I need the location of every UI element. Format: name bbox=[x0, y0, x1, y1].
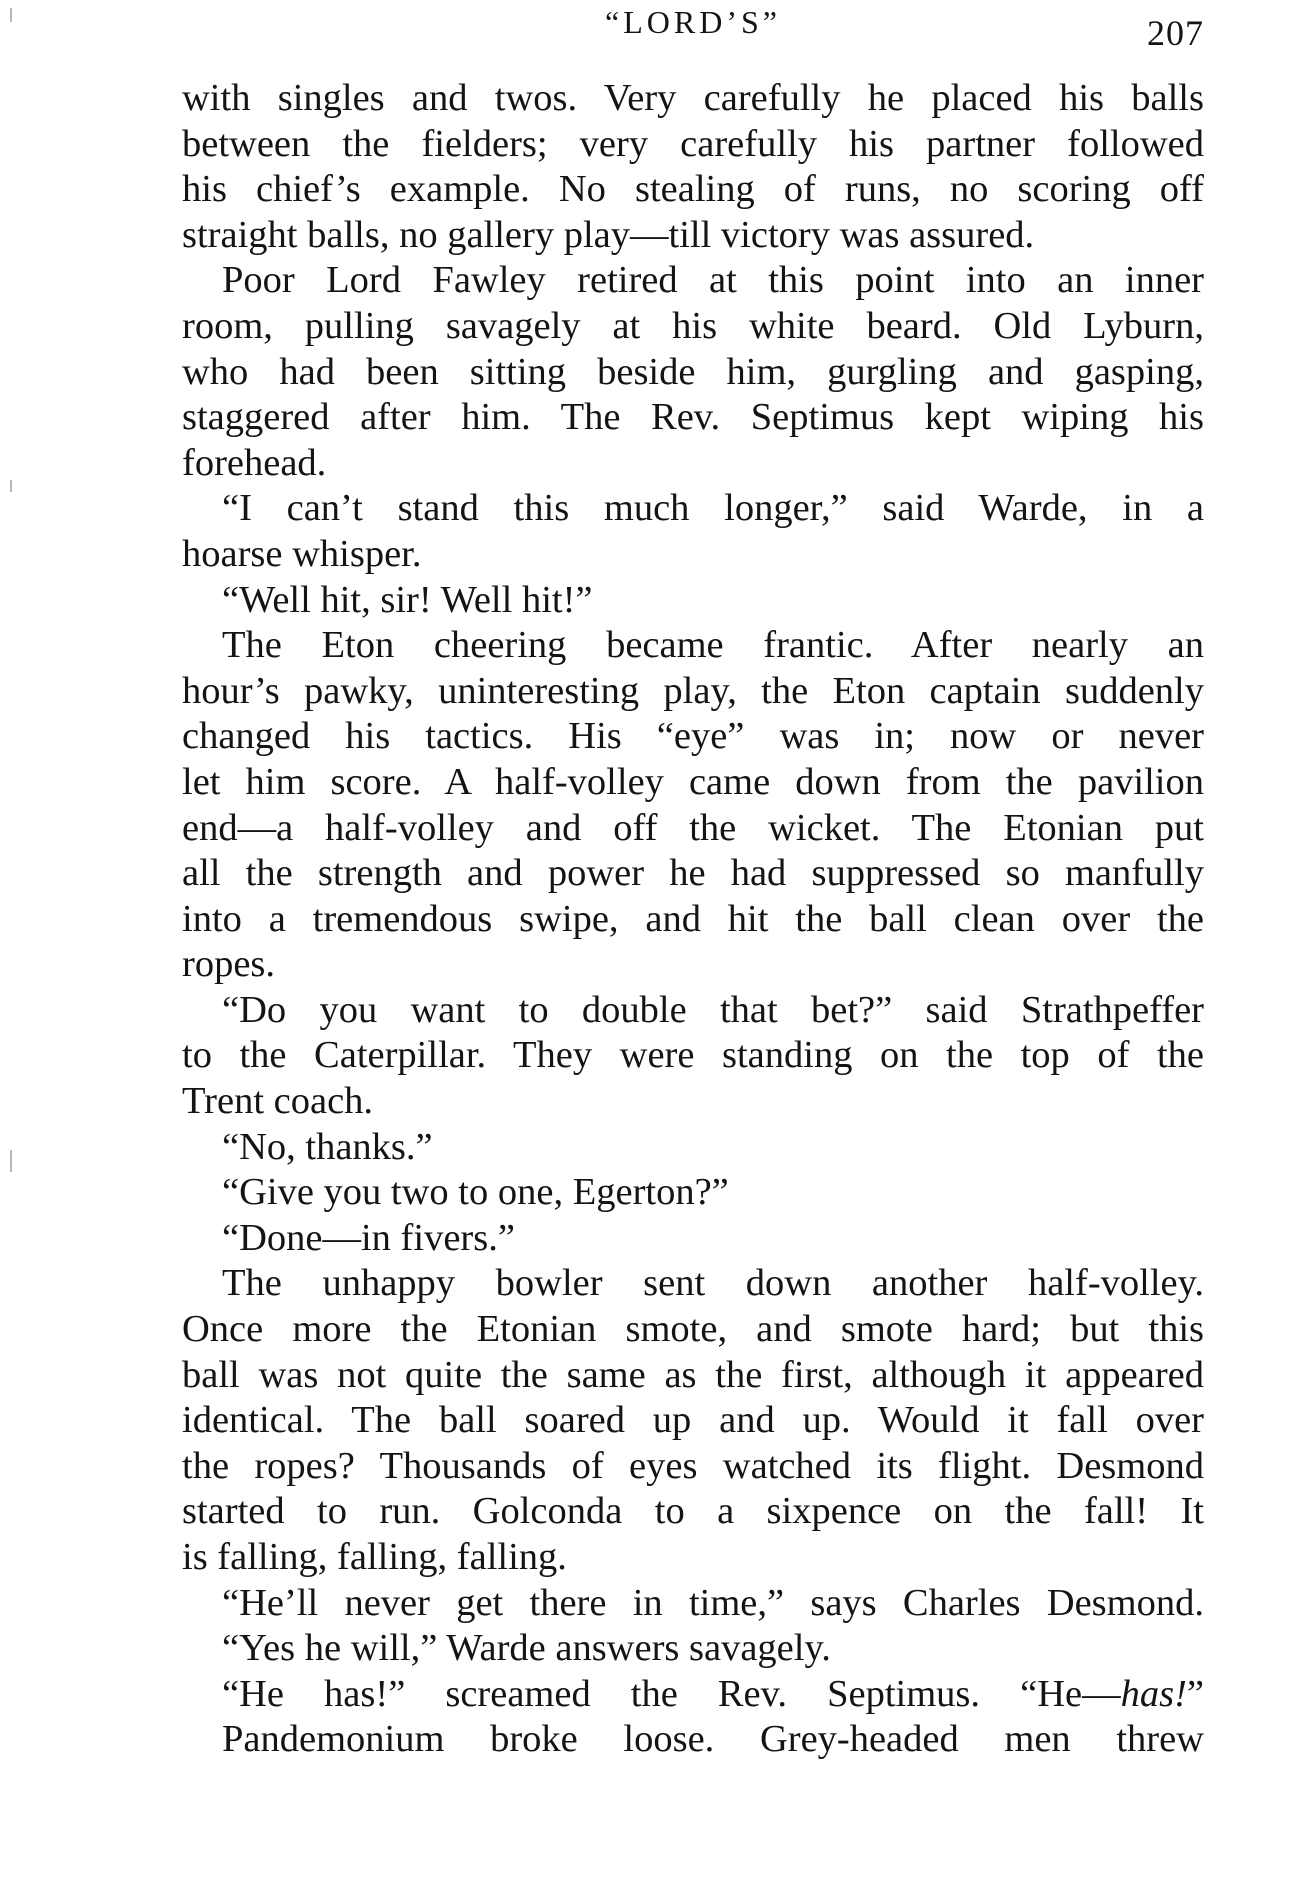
text-line: changed his tactics. His “eye” was in; now or never bbox=[182, 715, 1204, 758]
margin-scan-mark bbox=[10, 1150, 12, 1172]
text-line-part: “He has!” screamed the Rev. Septimus. “He— bbox=[222, 1672, 1121, 1715]
text-line: into a tremendous swipe, and hit the ball clean over the bbox=[182, 897, 1204, 940]
text-line: identical. The ball soared up and up. Would it fall over bbox=[182, 1399, 1204, 1442]
text-line: “Done—in fivers.” bbox=[222, 1216, 515, 1259]
text-line bbox=[182, 1672, 1204, 1718]
text-line: ball was not quite the same as the first, although it appeared bbox=[182, 1353, 1204, 1396]
text-line: Pandemonium broke loose. Grey-headed men threw bbox=[222, 1718, 1204, 1761]
text-line: “Yes he will,” Warde answers savagely. bbox=[222, 1627, 831, 1670]
text-line: his chief’s example. No stealing of runs, no scoring off bbox=[182, 168, 1204, 211]
text-line: Trent coach. bbox=[182, 1080, 374, 1123]
text-line: between the fielders; very carefully his partner followed bbox=[182, 122, 1204, 165]
text-line: Once more the Etonian smote, and smote hard; but this bbox=[182, 1308, 1204, 1351]
margin-scan-mark bbox=[10, 8, 12, 22]
text-line: “I can’t stand this much longer,” said Warde, in a bbox=[222, 487, 1204, 530]
text-line: started to run. Golconda to a sixpence on the fall! It bbox=[182, 1490, 1204, 1533]
text-line-part: ” bbox=[1186, 1672, 1204, 1715]
running-head bbox=[182, 2, 1204, 62]
text-line: who had been sitting beside him, gurgling and gasping, bbox=[182, 350, 1204, 393]
text-line: “He’ll never get there in time,” says Charles Desmond. bbox=[222, 1581, 1204, 1624]
text-line: staggered after him. The Rev. Septimus kept wiping his bbox=[182, 396, 1204, 439]
text-line: “Do you want to double that bet?” said Strathpeffer bbox=[222, 988, 1204, 1031]
text-line: “No, thanks.” bbox=[222, 1125, 433, 1168]
text-line: to the Caterpillar. They were standing on the top of the bbox=[182, 1034, 1204, 1077]
text-line: end—a half-volley and off the wicket. The Etonian put bbox=[182, 806, 1204, 849]
page-number: 207 bbox=[1147, 13, 1204, 53]
text-line: room, pulling savagely at his white beard. Old Lyburn, bbox=[182, 304, 1204, 347]
running-title: “LORD’S” bbox=[605, 4, 781, 40]
text-line: hour’s pawky, uninteresting play, the Eton captain suddenly bbox=[182, 669, 1204, 712]
text-line: “Give you two to one, Egerton?” bbox=[222, 1171, 729, 1214]
text-line: The Eton cheering became frantic. After nearly an bbox=[222, 624, 1204, 667]
text-line: The unhappy bowler sent down another half-volley. bbox=[222, 1262, 1204, 1305]
text-line: all the strength and power he had suppressed so manfully bbox=[182, 852, 1204, 895]
body-text bbox=[182, 76, 1204, 1763]
text-line: the ropes? Thousands of eyes watched its flight. Desmond bbox=[182, 1444, 1204, 1487]
text-line: ropes. bbox=[182, 943, 276, 986]
text-line: is falling, falling, falling. bbox=[182, 1536, 567, 1578]
text-line: straight balls, no gallery play—till victory was assured. bbox=[182, 213, 1035, 256]
text-line: hoarse whisper. bbox=[182, 532, 422, 575]
text-line: let him score. A half-volley came down from the pavilion bbox=[182, 760, 1204, 803]
italic-emphasis: has! bbox=[1120, 1672, 1187, 1715]
text-line: forehead. bbox=[182, 441, 327, 484]
margin-scan-mark bbox=[10, 480, 12, 492]
text-line: with singles and twos. Very carefully he placed his balls bbox=[182, 77, 1204, 119]
text-line: “Well hit, sir! Well hit!” bbox=[222, 578, 593, 621]
text-line: Poor Lord Fawley retired at this point into an inner bbox=[222, 259, 1204, 302]
